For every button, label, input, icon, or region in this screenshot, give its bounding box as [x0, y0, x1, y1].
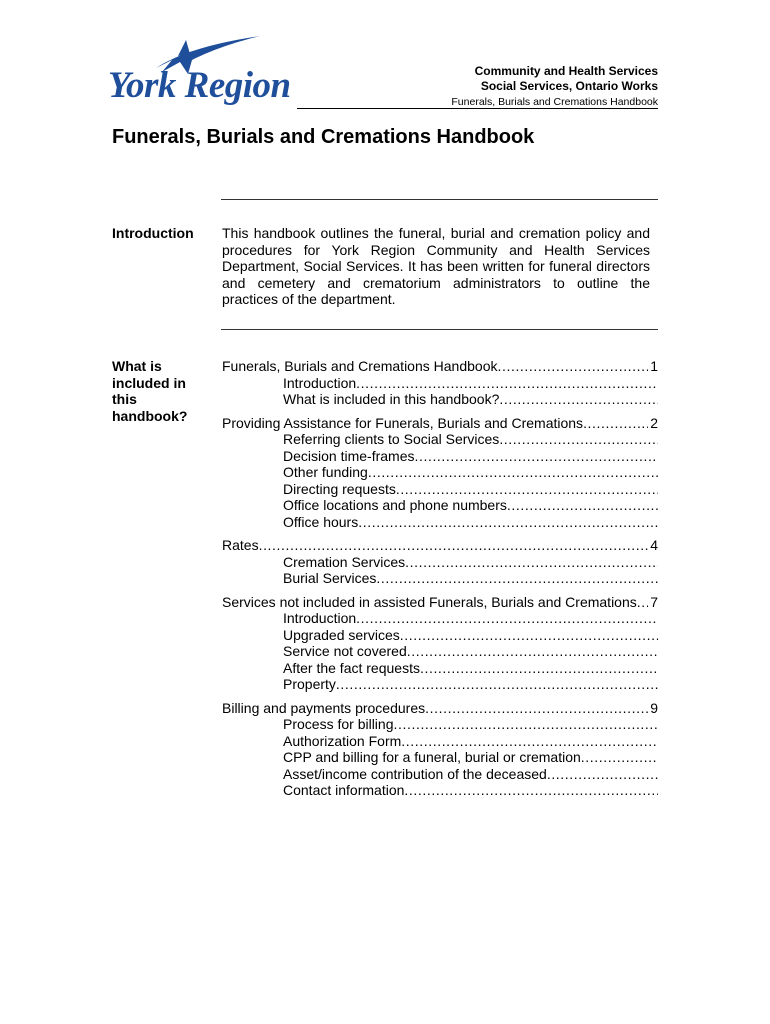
- toc-item: Upgraded services .....: [222, 627, 658, 644]
- page-title: Funerals, Burials and Cremations Handbook: [112, 126, 535, 148]
- header-division: Social Services, Ontario Works: [480, 79, 658, 93]
- toc-item: What is included in this handbook? .....: [222, 391, 658, 408]
- toc-item: CPP and billing for a funeral, burial or cremation .....: [222, 749, 658, 766]
- toc-section-heading: [222, 415, 658, 432]
- toc-page-number: 4: [650, 537, 658, 553]
- toc-item: Office hours .....: [222, 514, 658, 531]
- toc-section-heading: [222, 537, 658, 554]
- toc-section-title: Billing and payments procedures: [222, 699, 426, 716]
- toc-page-number: 7: [650, 593, 658, 610]
- toc-page-number: 2: [650, 414, 658, 431]
- intro-paragraph: This handbook outlines the funeral, burial and cremation policy and procedures for York Region Community and Health Services Department, Social Services. It has been written for funeral directors and cemetery and crematorium administrators to outline the practices of the department.: [222, 225, 650, 307]
- toc-item: Process for billing .....: [222, 716, 658, 733]
- toc-item: After the fact requests .....: [222, 660, 658, 677]
- toc-section-heading: [222, 358, 658, 375]
- toc-section-heading: [222, 700, 658, 717]
- toc-item: Property .....: [222, 676, 658, 693]
- toc-item: Directing requests .....: [222, 481, 658, 498]
- york-region-logo: [108, 34, 298, 106]
- toc-item: Burial Services .....: [222, 570, 658, 587]
- toc-section-title: Services not included in assisted Funerals, Burials and Cremations: [222, 593, 637, 610]
- intro-label: Introduction: [112, 225, 194, 241]
- toc-item: Authorization Form .....: [222, 733, 658, 750]
- toc-section: [222, 700, 658, 799]
- toc-section-title: Providing Assistance for Funerals, Burials and Cremations: [222, 414, 584, 431]
- toc-item: Contact information .....: [222, 782, 658, 799]
- toc-item: Asset/income contribution of the deceased .....: [222, 766, 658, 783]
- toc-section: [222, 594, 658, 693]
- toc-page-number: 1: [650, 358, 658, 374]
- table-of-contents: [222, 358, 658, 806]
- toc-item: Introduction .....: [222, 375, 658, 392]
- toc-item: Introduction .....: [222, 610, 658, 627]
- toc-section-heading: [222, 594, 658, 611]
- toc-item: Decision time-frames .....: [222, 448, 658, 465]
- department-header: [451, 64, 658, 109]
- toc-section: [222, 537, 658, 587]
- toc-section: [222, 415, 658, 531]
- header-department: Community and Health Services: [474, 64, 658, 78]
- toc-item: Office locations and phone numbers .....: [222, 497, 658, 514]
- toc-label: What is included in this handbook?: [112, 358, 188, 424]
- logo-wordmark: York Region: [108, 65, 291, 106]
- toc-item: Other funding .....: [222, 464, 658, 481]
- toc-item: Service not covered .....: [222, 643, 658, 660]
- toc-section: [222, 358, 658, 408]
- section-divider: [221, 199, 658, 200]
- toc-item: Referring clients to Social Services .....: [222, 431, 658, 448]
- toc-page-number: 9: [650, 699, 658, 716]
- header-divider: [297, 108, 658, 109]
- toc-section-title: Funerals, Burials and Cremations Handbook: [222, 358, 498, 374]
- toc-item: Cremation Services .....: [222, 554, 658, 571]
- section-divider: [221, 329, 658, 330]
- header-document-name: Funerals, Burials and Cremations Handbook: [451, 96, 658, 108]
- toc-section-title: Rates: [222, 537, 259, 553]
